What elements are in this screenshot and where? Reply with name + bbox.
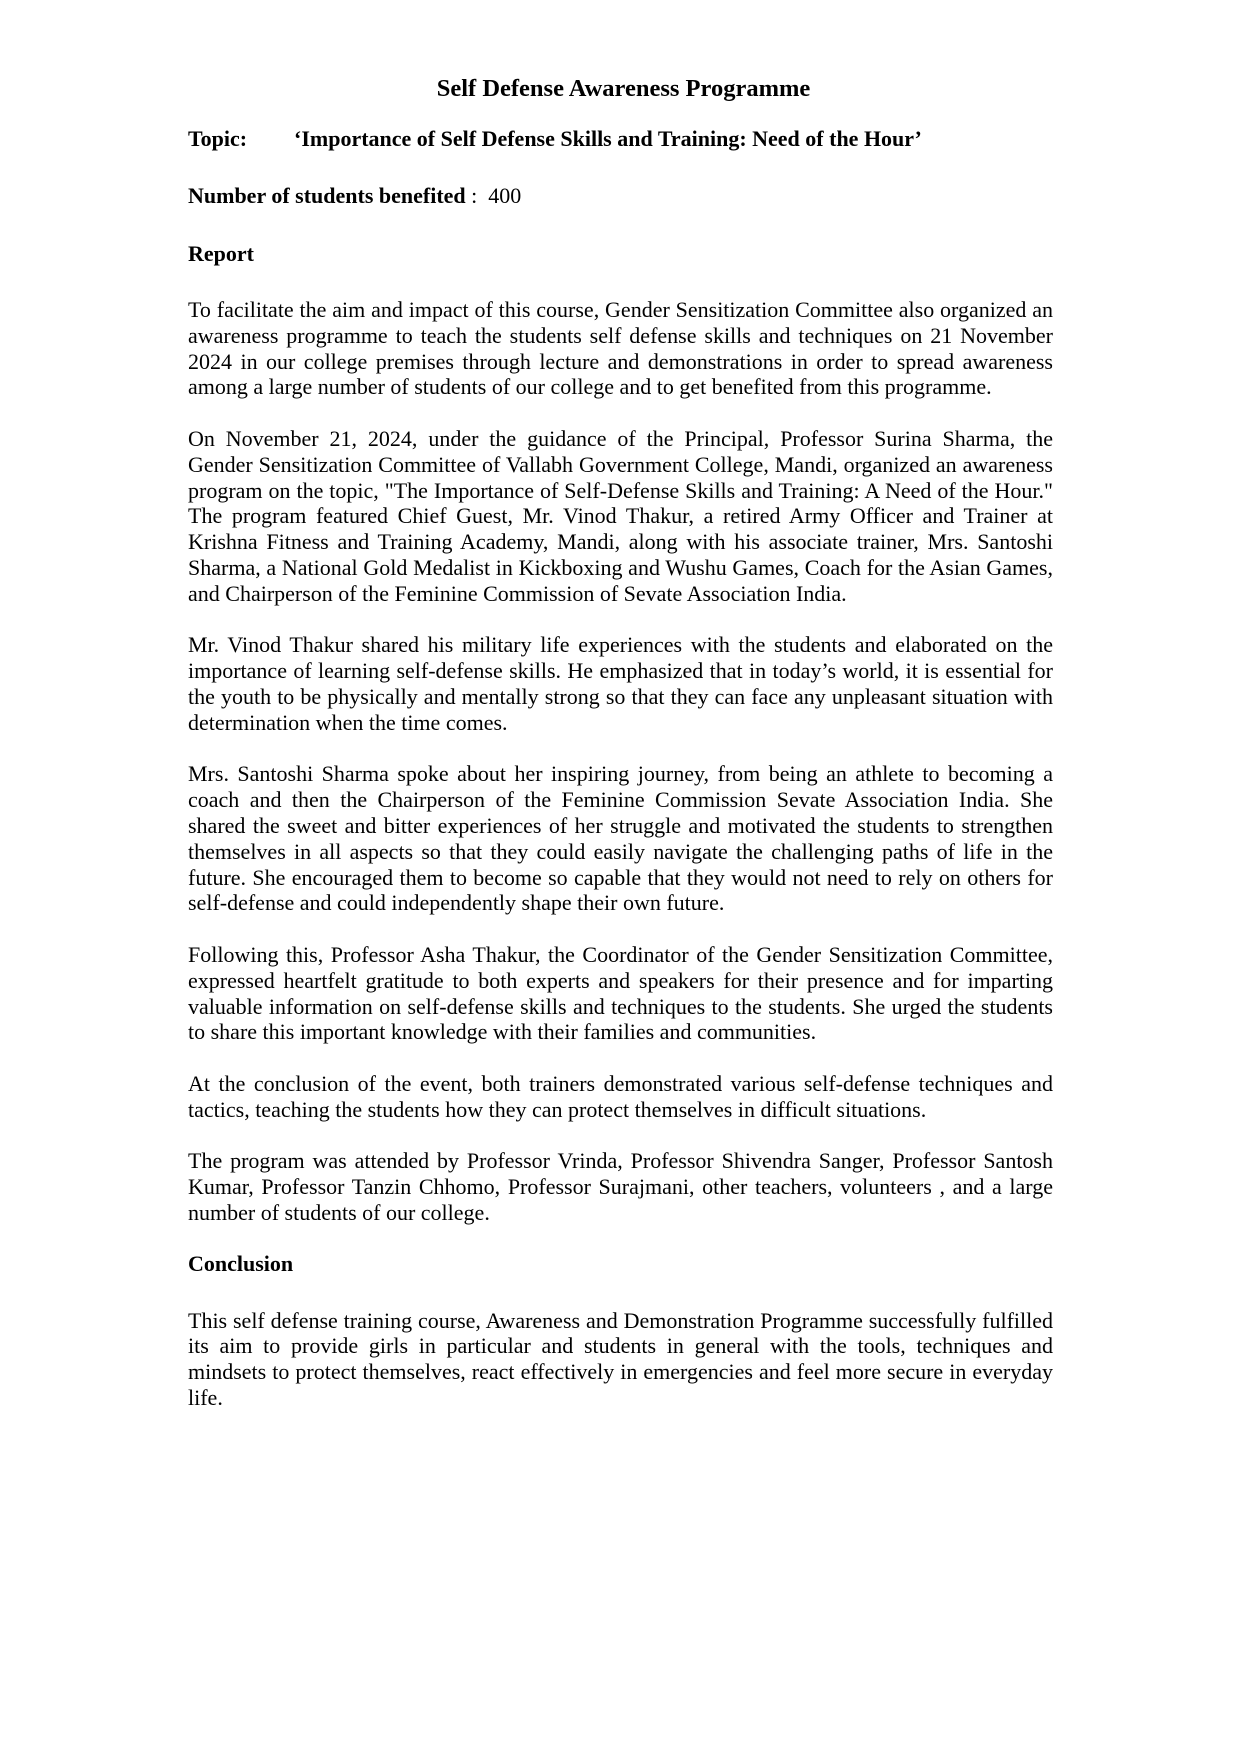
report-paragraph-6: At the conclusion of the event, both trainers demonstrated various self-defense techniques and tactics, teaching the students how they can protect themselves in difficult situations. — [188, 1070, 1053, 1122]
conclusion-heading: Conclusion — [188, 1250, 294, 1276]
report-paragraph-4: Mrs. Santoshi Sharma spoke about her inspiring journey, from being an athlete to becoming a coach and then the Chairperson of the Feminine Commission Sevate Association India. She shared the sweet and bitter experiences of her struggle and motivated the students to strengthen themselves in all aspects so that they could easily navigate the challenging paths of life in the future. She encouraged them to become so capable that they would not need to rely on others for self-defense and could independently shape their own future. — [188, 761, 1053, 916]
students-benefited-label: Number of students benefited — [188, 183, 466, 208]
topic-value: ‘Importance of Self Defense Skills and Training: Need of the Hour’ — [294, 126, 922, 151]
report-paragraph-7: The program was attended by Professor Vrinda, Professor Shivendra Sanger, Professor Santosh Kumar, Professor Tanzin Chhomo, Professor Surajmani, other teachers, volunteers , and a large number of students of our college. — [188, 1148, 1053, 1225]
report-paragraph-3: Mr. Vinod Thakur shared his military life experiences with the students and elaborated on the importance of learning self-defense skills. He emphasized that in today’s world, it is essential for the youth to be physically and mentally strong so that they can face any unpleasant situation with determination when the time comes. — [188, 632, 1053, 735]
conclusion-paragraph: This self defense training course, Awareness and Demonstration Programme successfully fulfilled its aim to provide girls in particular and students in general with the tools, techniques and mindsets to protect themselves, react effectively in emergencies and feel more secure in everyday life. — [188, 1307, 1053, 1411]
topic-line — [188, 126, 1053, 152]
document-page — [188, 74, 1053, 1411]
topic-label: Topic: — [188, 126, 248, 151]
document-title: Self Defense Awareness Programme — [436, 75, 811, 102]
students-benefited-value: 400 — [488, 183, 522, 208]
students-benefited-separator: : — [465, 183, 489, 208]
report-paragraph-1: To facilitate the aim and impact of this course, Gender Sensitization Committee also organized an awareness programme to teach the students self defense skills and techniques on 21 November 2024 in our college premises through lecture and demonstrations in order to spread awareness among a large number of students of our college and to get benefited from this programme. — [188, 297, 1053, 400]
report-paragraph-5: Following this, Professor Asha Thakur, the Coordinator of the Gender Sensitization Committee, expressed heartfelt gratitude to both experts and speakers for their presence and for imparting valuable information on self-defense skills and techniques to the students. She urged the students to share this important knowledge with their families and communities. — [188, 941, 1053, 1045]
students-benefited-line — [188, 183, 1053, 209]
report-paragraph-2: On November 21, 2024, under the guidance of the Principal, Professor Surina Sharma, the Gender Sensitization Committee of Vallabh Government College, Mandi, organized an awareness program on the topic, "The Importance of Self-Defense Skills and Training: A Need of the Hour." The program featured Chief Guest, Mr. Vinod Thakur, a retired Army Officer and Trainer at Krishna Fitness and Training Academy, Mandi, along with his associate trainer, Mrs. Santoshi Sharma, a National Gold Medalist in Kickboxing and Wushu Games, Coach for the Asian Games, and Chairperson of the Feminine Commission of Sevate Association India. — [188, 425, 1053, 606]
report-heading: Report — [188, 241, 254, 266]
